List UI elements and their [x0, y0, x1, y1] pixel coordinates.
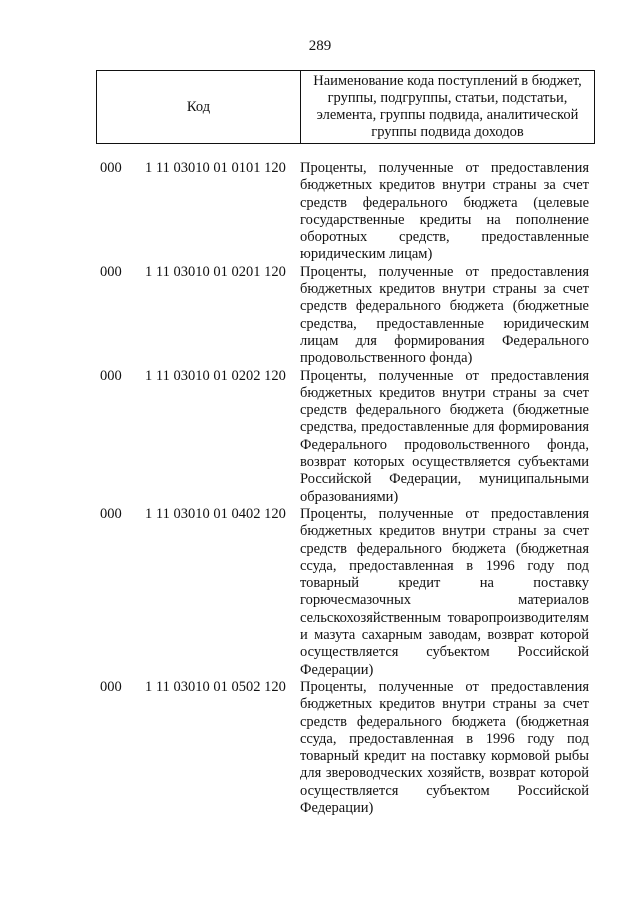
name-column-header: Наименование кода поступлений в бюджет, группы, подгруппы, статьи, подстатьи, элемента, группы подвида, аналитической группы подвида доходов	[301, 71, 595, 144]
income-code: 1 11 03010 01 0101 120	[145, 160, 286, 176]
code-column-header: Код	[97, 71, 301, 144]
income-code: 1 11 03010 01 0202 120	[145, 367, 286, 384]
income-name: Проценты, полученные от предоставления бюджетных кредитов внутри страны за счет средств федерального бюджета (бюджетная ссуда, предоставленная в 1996 году под товарный кредит на поставку горючесмазочных материалов сельскохозяйственным товаропроизводителям и мазута сахарным заводам, возврат которой осуществляется субъектом Российской Федерации)	[300, 505, 589, 678]
admin-code: 000	[100, 678, 122, 695]
income-name: Проценты, полученные от предоставления бюджетных кредитов внутри страны за счет средств федерального бюджета (целевые государственные кредиты на пополнение оборотных средств, предоставленные юридическим лицам)	[300, 160, 589, 263]
income-code-list	[100, 160, 595, 817]
table-row	[100, 368, 595, 506]
income-name: Проценты, полученные от предоставления бюджетных кредитов внутри страны за счет средств федерального бюджета (бюджетные средства, предоставленные для формирования Федерального продовольственного фонда, возврат которых осуществляется субъектами Российской Федерации, муниципальными образованиями)	[300, 367, 589, 505]
admin-code: 000	[100, 263, 122, 280]
page-number: 289	[308, 38, 332, 54]
table-row	[100, 679, 595, 817]
admin-code: 000	[100, 160, 122, 176]
income-code: 1 11 03010 01 0502 120	[145, 678, 286, 695]
income-code: 1 11 03010 01 0201 120	[145, 263, 286, 280]
table-row	[100, 264, 595, 368]
income-name: Проценты, полученные от предоставления бюджетных кредитов внутри страны за счет средств федерального бюджета (бюджетная ссуда, предоставленная в 1996 году под товарный кредит на поставку кормовой рыбы для звероводческих хозяйств, возврат которой осуществляется субъектом Российской Федерации)	[300, 678, 589, 816]
admin-code: 000	[100, 367, 122, 384]
income-code: 1 11 03010 01 0402 120	[145, 505, 286, 522]
admin-code: 000	[100, 505, 122, 522]
table-header	[96, 70, 595, 144]
table-row	[100, 160, 595, 264]
income-name: Проценты, полученные от предоставления бюджетных кредитов внутри страны за счет средств федерального бюджета (бюджетные средства, предоставленные юридическим лицам для формирования Федерального продовольственного фонда)	[300, 263, 589, 367]
table-row	[100, 506, 595, 679]
